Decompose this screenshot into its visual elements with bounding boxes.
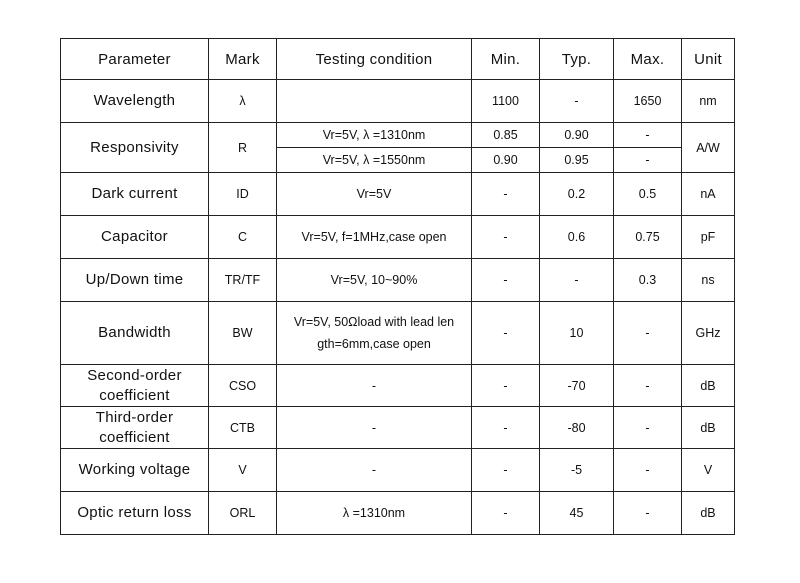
unit-cell: A/W <box>682 123 735 173</box>
param-cell: Responsivity <box>61 123 209 173</box>
header-condition: Testing condition <box>277 39 472 80</box>
condition-cell: Vr=5V, f=1MHz,case open <box>277 216 472 259</box>
table-row-ctb <box>61 407 735 449</box>
param-line-2: coefficient <box>99 428 170 446</box>
param-cell <box>61 365 209 407</box>
min-cell: - <box>472 492 540 535</box>
param-cell: Dark current <box>61 173 209 216</box>
min-cell: - <box>472 449 540 492</box>
unit-cell: V <box>682 449 735 492</box>
mark-cell: λ <box>209 80 277 123</box>
mark-cell: C <box>209 216 277 259</box>
min-cell: - <box>472 216 540 259</box>
unit-cell: nA <box>682 173 735 216</box>
unit-cell: ns <box>682 259 735 302</box>
param-cell: Capacitor <box>61 216 209 259</box>
min-cell: - <box>472 407 540 449</box>
mark-cell: R <box>209 123 277 173</box>
max-cell: - <box>614 365 682 407</box>
table-row-wavelength <box>61 80 735 123</box>
spec-table <box>60 38 735 535</box>
table-row-orl <box>61 492 735 535</box>
header-row <box>61 39 735 80</box>
param-cell: Working voltage <box>61 449 209 492</box>
param-cell: Bandwidth <box>61 302 209 365</box>
mark-cell: TR/TF <box>209 259 277 302</box>
table-row-working-voltage <box>61 449 735 492</box>
unit-cell: dB <box>682 492 735 535</box>
mark-cell: V <box>209 449 277 492</box>
condition-cell <box>277 80 472 123</box>
param-line-1: Third-order <box>95 408 174 426</box>
max-cell: 0.75 <box>614 216 682 259</box>
typ-cell: - <box>540 259 614 302</box>
typ-cell: 0.6 <box>540 216 614 259</box>
header-typ: Typ. <box>540 39 614 80</box>
max-cell: 1650 <box>614 80 682 123</box>
mark-cell: CTB <box>209 407 277 449</box>
max-cell: - <box>614 123 682 148</box>
max-cell: - <box>614 407 682 449</box>
table-row-up-down-time <box>61 259 735 302</box>
typ-cell: 45 <box>540 492 614 535</box>
param-cell <box>61 407 209 449</box>
mark-cell: BW <box>209 302 277 365</box>
table-row-responsivity-1310 <box>61 123 735 148</box>
condition-cell <box>277 302 472 365</box>
typ-cell: 0.90 <box>540 123 614 148</box>
mark-cell: CSO <box>209 365 277 407</box>
max-cell: - <box>614 302 682 365</box>
condition-cell: - <box>277 449 472 492</box>
param-line-2: coefficient <box>99 386 170 404</box>
min-cell: 0.90 <box>472 148 540 173</box>
min-cell: - <box>472 173 540 216</box>
max-cell: - <box>614 449 682 492</box>
unit-cell: dB <box>682 365 735 407</box>
condition-cell: - <box>277 365 472 407</box>
typ-cell: -70 <box>540 365 614 407</box>
typ-cell: 0.2 <box>540 173 614 216</box>
param-cell: Wavelength <box>61 80 209 123</box>
min-cell: 0.85 <box>472 123 540 148</box>
mark-cell: ID <box>209 173 277 216</box>
max-cell: 0.5 <box>614 173 682 216</box>
header-min: Min. <box>472 39 540 80</box>
unit-cell: nm <box>682 80 735 123</box>
header-max: Max. <box>614 39 682 80</box>
condition-cell: λ =1310nm <box>277 492 472 535</box>
typ-cell: -5 <box>540 449 614 492</box>
min-cell: - <box>472 259 540 302</box>
condition-cell: Vr=5V, 10~90% <box>277 259 472 302</box>
table-row-dark-current <box>61 173 735 216</box>
condition-line-1: Vr=5V, 50Ωload with lead len <box>293 315 455 329</box>
typ-cell: 0.95 <box>540 148 614 173</box>
param-line-1: Second-order <box>87 366 182 384</box>
max-cell: 0.3 <box>614 259 682 302</box>
param-cell: Optic return loss <box>61 492 209 535</box>
typ-cell: - <box>540 80 614 123</box>
condition-cell: - <box>277 407 472 449</box>
table-row-cso <box>61 365 735 407</box>
max-cell: - <box>614 492 682 535</box>
unit-cell: pF <box>682 216 735 259</box>
condition-cell: Vr=5V, λ =1550nm <box>277 148 472 173</box>
min-cell: 1100 <box>472 80 540 123</box>
condition-line-2: gth=6mm,case open <box>317 337 431 351</box>
condition-cell: Vr=5V, λ =1310nm <box>277 123 472 148</box>
header-unit: Unit <box>682 39 735 80</box>
unit-cell: dB <box>682 407 735 449</box>
condition-cell: Vr=5V <box>277 173 472 216</box>
mark-cell: ORL <box>209 492 277 535</box>
typ-cell: -80 <box>540 407 614 449</box>
min-cell: - <box>472 365 540 407</box>
table-row-bandwidth <box>61 302 735 365</box>
param-cell: Up/Down time <box>61 259 209 302</box>
unit-cell: GHz <box>682 302 735 365</box>
min-cell: - <box>472 302 540 365</box>
header-parameter: Parameter <box>61 39 209 80</box>
max-cell: - <box>614 148 682 173</box>
typ-cell: 10 <box>540 302 614 365</box>
table-row-capacitor <box>61 216 735 259</box>
header-mark: Mark <box>209 39 277 80</box>
